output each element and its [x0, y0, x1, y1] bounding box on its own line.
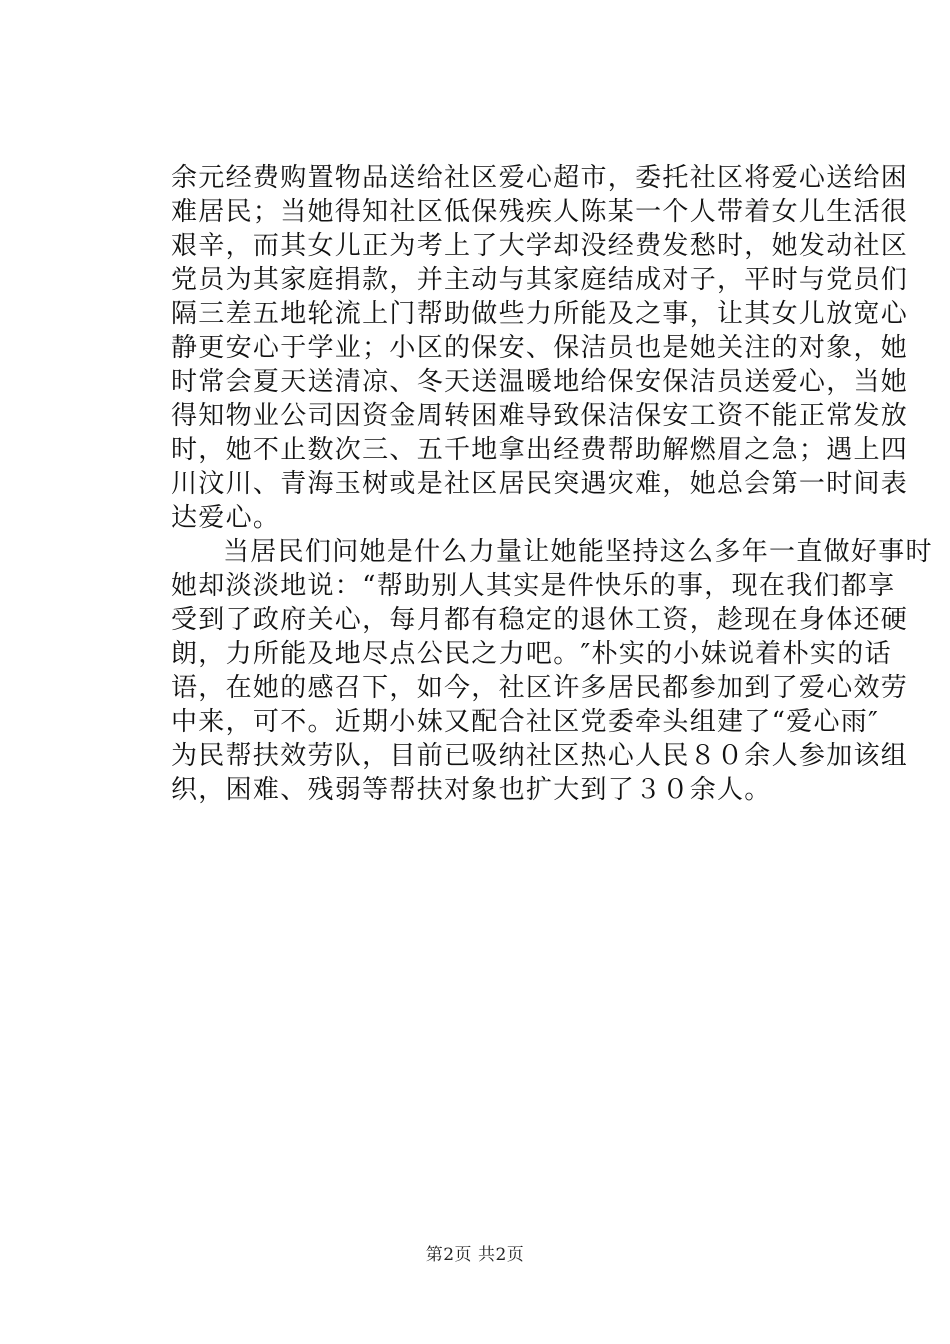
text-line: 得知物业公司因资金周转困难导致保洁保安工资不能正常发放 [171, 401, 909, 431]
text-line: 川汶川、青海玉树或是社区居民突遇灾难，她总会第一时间表 [171, 469, 909, 499]
page-footer: 第2页 共2页 [425, 1245, 525, 1265]
text-line: 朗，力所能及地尽点公民之力吧。″朴实的小妹说着朴实的话 [171, 639, 892, 669]
text-line: 受到了政府关心，每月都有稳定的退休工资，趁现在身体还硬 [171, 605, 909, 635]
paragraph-1 [171, 161, 909, 535]
text-line: 中来，可不。近期小妹又配合社区党委牵头组建了“爱心雨″ [171, 707, 880, 737]
text-line: 时常会夏天送清凉、冬天送温暖地给保安保洁员送爱心，当她 [171, 367, 909, 397]
text-line: 为民帮扶效劳队，目前已吸纳社区热心人民８０余人参加该组 [171, 741, 909, 771]
text-line: 时，她不止数次三、五千地拿出经费帮助解燃眉之急；遇上四 [171, 435, 909, 465]
text-line: 她却淡淡地说：“帮助别人其实是件快乐的事，现在我们都享 [171, 571, 896, 601]
text-line: 艰辛，而其女儿正为考上了大学却没经费发愁时，她发动社区 [171, 231, 909, 261]
text-line: 余元经费购置物品送给社区爱心超市，委托社区将爱心送给困 [171, 163, 909, 193]
body-text [171, 161, 933, 807]
text-line: 隔三差五地轮流上门帮助做些力所能及之事，让其女儿放宽心 [171, 299, 909, 329]
text-line: 难居民；当她得知社区低保残疾人陈某一个人带着女儿生活很 [171, 197, 909, 227]
paragraph-2 [171, 535, 933, 807]
text-line: 党员为其家庭捐款，并主动与其家庭结成对子，平时与党员们 [171, 265, 909, 295]
text-line: 当居民们问她是什么力量让她能坚持这么多年一直做好事时 [223, 537, 933, 567]
text-line: 织，困难、残弱等帮扶对象也扩大到了３０余人。 [171, 775, 772, 805]
text-line: 达爱心。 [171, 503, 281, 533]
text-line: 静更安心于学业；小区的保安、保洁员也是她关注的对象，她 [171, 333, 909, 363]
text-line: 语，在她的感召下，如今，社区许多居民都参加到了爱心效劳 [171, 673, 909, 703]
